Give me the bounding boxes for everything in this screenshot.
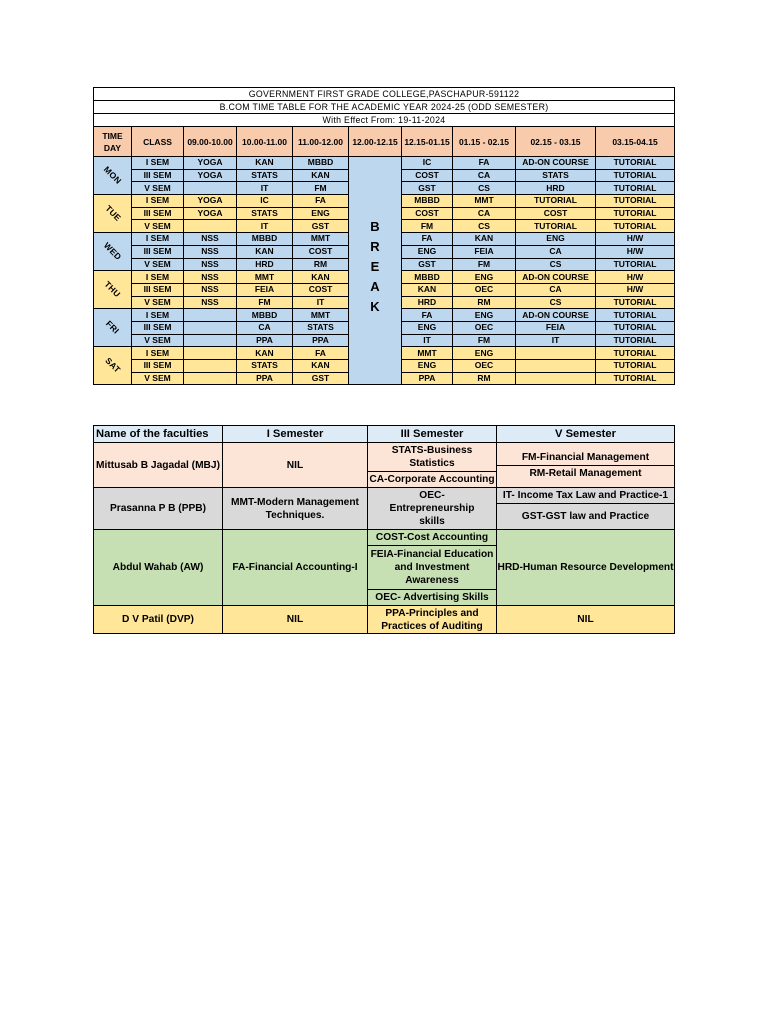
subject-cell bbox=[516, 347, 596, 360]
break-letter: K bbox=[370, 299, 380, 314]
day-label: THU bbox=[102, 279, 123, 300]
iii-sem-subject: OEC-Entrepreneurship skills bbox=[368, 488, 497, 530]
class-cell: V SEM bbox=[132, 334, 184, 347]
faculty-row bbox=[94, 606, 675, 634]
subject-cell: TUTORIAL bbox=[596, 182, 675, 195]
subject-cell bbox=[184, 182, 237, 195]
subject-cell: FM bbox=[402, 220, 453, 233]
subject-cell bbox=[184, 220, 237, 233]
day-cell bbox=[94, 233, 132, 271]
v-sem-subjects bbox=[497, 488, 675, 530]
subject-cell: TUTORIAL bbox=[596, 309, 675, 322]
subject-cell: FA bbox=[402, 309, 453, 322]
timetable-title: B.COM TIME TABLE FOR THE ACADEMIC YEAR 2024-25 (ODD SEMESTER) bbox=[94, 101, 675, 114]
day-label: MON bbox=[101, 164, 124, 187]
subject-cell: STATS bbox=[237, 360, 293, 373]
slot-header: 10.00-11.00 bbox=[237, 127, 293, 157]
class-cell: V SEM bbox=[132, 220, 184, 233]
subject-cell: CA bbox=[453, 207, 516, 220]
subject-cell: PPA bbox=[402, 372, 453, 385]
subject-cell: YOGA bbox=[184, 195, 237, 208]
subject-cell: KAN bbox=[402, 283, 453, 296]
subject-cell: FEIA bbox=[237, 283, 293, 296]
subject-cell: IT bbox=[237, 182, 293, 195]
slot-header: 01.15 - 02.15 bbox=[453, 127, 516, 157]
subject-cell: IT bbox=[293, 296, 349, 309]
v-sem-subject: NIL bbox=[497, 606, 675, 634]
day-cell bbox=[94, 347, 132, 385]
subject-cell: NSS bbox=[184, 296, 237, 309]
subject-cell: ENG bbox=[402, 321, 453, 334]
subject: RM-Retail Management bbox=[497, 465, 674, 481]
class-cell: V SEM bbox=[132, 296, 184, 309]
subject-cell: ENG bbox=[516, 233, 596, 246]
subject-cell: STATS bbox=[293, 321, 349, 334]
subject-cell: KAN bbox=[453, 233, 516, 246]
subject-cell: KAN bbox=[293, 169, 349, 182]
slot-header: 12.15-01.15 bbox=[402, 127, 453, 157]
subject-cell: HRD bbox=[237, 258, 293, 271]
v-sem-subjects bbox=[497, 443, 675, 488]
subject-cell: IT bbox=[402, 334, 453, 347]
class-cell: V SEM bbox=[132, 372, 184, 385]
subject-cell: AD-ON COURSE bbox=[516, 309, 596, 322]
subject-cell: MBBD bbox=[402, 195, 453, 208]
subject: GST-GST law and Practice bbox=[497, 503, 674, 529]
subject-cell bbox=[184, 321, 237, 334]
slot-header: 09.00-10.00 bbox=[184, 127, 237, 157]
slot-header: 03.15-04.15 bbox=[596, 127, 675, 157]
subject-cell: TUTORIAL bbox=[596, 157, 675, 170]
class-cell: V SEM bbox=[132, 258, 184, 271]
subject-cell: CA bbox=[516, 245, 596, 258]
subject-cell: TUTORIAL bbox=[516, 195, 596, 208]
faculty-row bbox=[94, 443, 675, 488]
subject-cell bbox=[184, 347, 237, 360]
class-header: CLASS bbox=[132, 127, 184, 157]
subject-cell: TUTORIAL bbox=[596, 220, 675, 233]
subject-cell bbox=[184, 334, 237, 347]
subject-cell: TUTORIAL bbox=[596, 360, 675, 373]
day-cell bbox=[94, 271, 132, 309]
subject-cell: CA bbox=[453, 169, 516, 182]
subject-cell: CS bbox=[453, 182, 516, 195]
day-label: SAT bbox=[103, 355, 123, 376]
subject-cell: STATS bbox=[237, 169, 293, 182]
subject-cell: ENG bbox=[402, 245, 453, 258]
subject-cell: PPA bbox=[293, 334, 349, 347]
subject-cell: NSS bbox=[184, 271, 237, 284]
subject-cell: MBBD bbox=[293, 157, 349, 170]
subject-cell: HRD bbox=[516, 182, 596, 195]
subject-cell: COST bbox=[402, 169, 453, 182]
class-cell: I SEM bbox=[132, 233, 184, 246]
subject-cell: GST bbox=[402, 182, 453, 195]
subject-cell: COST bbox=[293, 283, 349, 296]
subject: COST-Cost Accounting bbox=[375, 532, 489, 543]
subject-cell: MMT bbox=[237, 271, 293, 284]
class-cell: III SEM bbox=[132, 360, 184, 373]
subject-cell: KAN bbox=[237, 245, 293, 258]
break-letter: B bbox=[370, 219, 380, 234]
subject-cell: H/W bbox=[596, 271, 675, 284]
subject: OEC- Advertising Skills bbox=[368, 589, 496, 605]
subject-cell: GST bbox=[293, 220, 349, 233]
subject-cell: HRD bbox=[402, 296, 453, 309]
subject-cell: TUTORIAL bbox=[596, 195, 675, 208]
faculty-row bbox=[94, 530, 675, 606]
subject-cell: TUTORIAL bbox=[596, 207, 675, 220]
subject-cell: FA bbox=[453, 157, 516, 170]
subject-cell: MBBD bbox=[237, 233, 293, 246]
faculty-table bbox=[93, 425, 675, 634]
faculty-name: Mittusab B Jagadal (MBJ) bbox=[94, 443, 223, 488]
subject-cell: GST bbox=[402, 258, 453, 271]
subject: STATS-Business Statistics bbox=[391, 445, 473, 469]
subject-cell: NSS bbox=[184, 245, 237, 258]
day-cell bbox=[94, 157, 132, 195]
subject-cell: CA bbox=[516, 283, 596, 296]
subject-cell: COST bbox=[293, 245, 349, 258]
day-label: WED bbox=[101, 240, 124, 263]
class-cell: I SEM bbox=[132, 195, 184, 208]
subject-cell: ENG bbox=[453, 309, 516, 322]
subject-cell: MMT bbox=[453, 195, 516, 208]
iii-sem-subjects bbox=[368, 530, 497, 606]
faculty-name: D V Patil (DVP) bbox=[94, 606, 223, 634]
subject-cell: CS bbox=[453, 220, 516, 233]
subject-cell: CS bbox=[516, 258, 596, 271]
subject-cell: KAN bbox=[237, 157, 293, 170]
subject: FEIA-Financial Education and Investment Awareness bbox=[368, 545, 496, 589]
subject-cell: TUTORIAL bbox=[596, 169, 675, 182]
day-label: FRI bbox=[104, 318, 122, 337]
subject-cell: TUTORIAL bbox=[596, 258, 675, 271]
subject-cell: FM bbox=[453, 258, 516, 271]
subject-cell: IT bbox=[516, 334, 596, 347]
subject-cell: NSS bbox=[184, 283, 237, 296]
effective-date: With Effect From: 19-11-2024 bbox=[94, 114, 675, 127]
slot-header: 12.00-12.15 bbox=[349, 127, 402, 157]
slot-header: 02.15 - 03.15 bbox=[516, 127, 596, 157]
subject-cell bbox=[516, 372, 596, 385]
iii-sem-subjects bbox=[368, 443, 497, 488]
subject-cell bbox=[184, 309, 237, 322]
subject-cell: YOGA bbox=[184, 169, 237, 182]
subject-cell: COST bbox=[402, 207, 453, 220]
subject-cell: FEIA bbox=[453, 245, 516, 258]
break-letter: A bbox=[370, 279, 380, 294]
subject-cell: FA bbox=[293, 347, 349, 360]
subject-cell: MMT bbox=[293, 233, 349, 246]
subject-cell: IT bbox=[237, 220, 293, 233]
timetable-row bbox=[94, 157, 675, 170]
class-cell: V SEM bbox=[132, 182, 184, 195]
subject-cell: CA bbox=[237, 321, 293, 334]
subject-cell: H/W bbox=[596, 283, 675, 296]
subject-cell: ENG bbox=[453, 347, 516, 360]
faculty-name-header: Name of the faculties bbox=[94, 426, 223, 443]
subject-cell: GST bbox=[293, 372, 349, 385]
iii-sem-subject: PPA-Principles and Practices of Auditing bbox=[368, 606, 497, 634]
class-cell: I SEM bbox=[132, 347, 184, 360]
subject-cell: STATS bbox=[237, 207, 293, 220]
subject-cell: FM bbox=[453, 334, 516, 347]
subject-cell: RM bbox=[293, 258, 349, 271]
subject-cell: TUTORIAL bbox=[596, 372, 675, 385]
faculty-name: Prasanna P B (PPB) bbox=[94, 488, 223, 530]
subject-cell: TUTORIAL bbox=[596, 347, 675, 360]
class-cell: III SEM bbox=[132, 283, 184, 296]
class-cell: I SEM bbox=[132, 309, 184, 322]
time-day-header: TIME DAY bbox=[94, 127, 132, 157]
subject-cell: IC bbox=[402, 157, 453, 170]
subject: IT- Income Tax Law and Practice-1 bbox=[502, 490, 669, 501]
class-cell: I SEM bbox=[132, 271, 184, 284]
class-cell: I SEM bbox=[132, 157, 184, 170]
subject-cell: KAN bbox=[293, 360, 349, 373]
subject-cell: OEC bbox=[453, 360, 516, 373]
subject-cell: STATS bbox=[516, 169, 596, 182]
faculty-row bbox=[94, 488, 675, 530]
subject-cell: YOGA bbox=[184, 207, 237, 220]
subject-cell: TUTORIAL bbox=[596, 334, 675, 347]
i-sem-subject: MMT-Modern Management Techniques. bbox=[223, 488, 368, 530]
subject-cell: PPA bbox=[237, 334, 293, 347]
subject-cell: H/W bbox=[596, 245, 675, 258]
subject-cell: KAN bbox=[293, 271, 349, 284]
class-cell: III SEM bbox=[132, 245, 184, 258]
subject-cell: YOGA bbox=[184, 157, 237, 170]
subject-cell: KAN bbox=[237, 347, 293, 360]
subject-cell: MMT bbox=[293, 309, 349, 322]
college-title: GOVERNMENT FIRST GRADE COLLEGE,PASCHAPUR-591122 bbox=[94, 88, 675, 101]
break-label bbox=[349, 157, 401, 317]
subject: CA-Corporate Accounting bbox=[368, 471, 496, 487]
subject-cell: COST bbox=[516, 207, 596, 220]
subject-cell: NSS bbox=[184, 258, 237, 271]
subject-cell: H/W bbox=[596, 233, 675, 246]
day-label: TUE bbox=[102, 203, 123, 224]
day-cell bbox=[94, 195, 132, 233]
i-semester-header: I Semester bbox=[223, 426, 368, 443]
subject-cell: IC bbox=[237, 195, 293, 208]
subject-cell bbox=[184, 372, 237, 385]
iii-semester-header: III Semester bbox=[368, 426, 497, 443]
subject-cell bbox=[516, 360, 596, 373]
subject-cell: MMT bbox=[402, 347, 453, 360]
subject-cell: FA bbox=[293, 195, 349, 208]
subject: FM-Financial Management bbox=[521, 451, 650, 463]
subject-cell: RM bbox=[453, 296, 516, 309]
subject-cell: CS bbox=[516, 296, 596, 309]
break-column bbox=[349, 157, 402, 385]
subject-cell: PPA bbox=[237, 372, 293, 385]
subject-cell: TUTORIAL bbox=[516, 220, 596, 233]
subject-cell: MBBD bbox=[237, 309, 293, 322]
break-letter: R bbox=[370, 239, 380, 254]
timetable bbox=[93, 87, 675, 385]
subject-cell: FM bbox=[293, 182, 349, 195]
subject-cell bbox=[184, 360, 237, 373]
subject-cell: NSS bbox=[184, 233, 237, 246]
break-letter: E bbox=[370, 259, 380, 274]
subject-cell: ENG bbox=[402, 360, 453, 373]
class-cell: III SEM bbox=[132, 207, 184, 220]
subject-cell: FEIA bbox=[516, 321, 596, 334]
subject-cell: ENG bbox=[453, 271, 516, 284]
class-cell: III SEM bbox=[132, 321, 184, 334]
i-sem-subject: NIL bbox=[223, 443, 368, 488]
i-sem-subject: NIL bbox=[223, 606, 368, 634]
subject-cell: ENG bbox=[293, 207, 349, 220]
subject-cell: FA bbox=[402, 233, 453, 246]
subject-cell: RM bbox=[453, 372, 516, 385]
subject-cell: OEC bbox=[453, 283, 516, 296]
subject-cell: TUTORIAL bbox=[596, 296, 675, 309]
v-sem-subject: HRD-Human Resource Development bbox=[497, 530, 675, 606]
subject-cell: AD-ON COURSE bbox=[516, 157, 596, 170]
subject-cell: FM bbox=[237, 296, 293, 309]
slot-header: 11.00-12.00 bbox=[293, 127, 349, 157]
day-cell bbox=[94, 309, 132, 347]
class-cell: III SEM bbox=[132, 169, 184, 182]
subject-cell: TUTORIAL bbox=[596, 321, 675, 334]
subject-cell: AD-ON COURSE bbox=[516, 271, 596, 284]
v-semester-header: V Semester bbox=[497, 426, 675, 443]
subject-cell: MBBD bbox=[402, 271, 453, 284]
subject-cell: OEC bbox=[453, 321, 516, 334]
i-sem-subject: FA-Financial Accounting-I bbox=[223, 530, 368, 606]
faculty-name: Abdul Wahab (AW) bbox=[94, 530, 223, 606]
